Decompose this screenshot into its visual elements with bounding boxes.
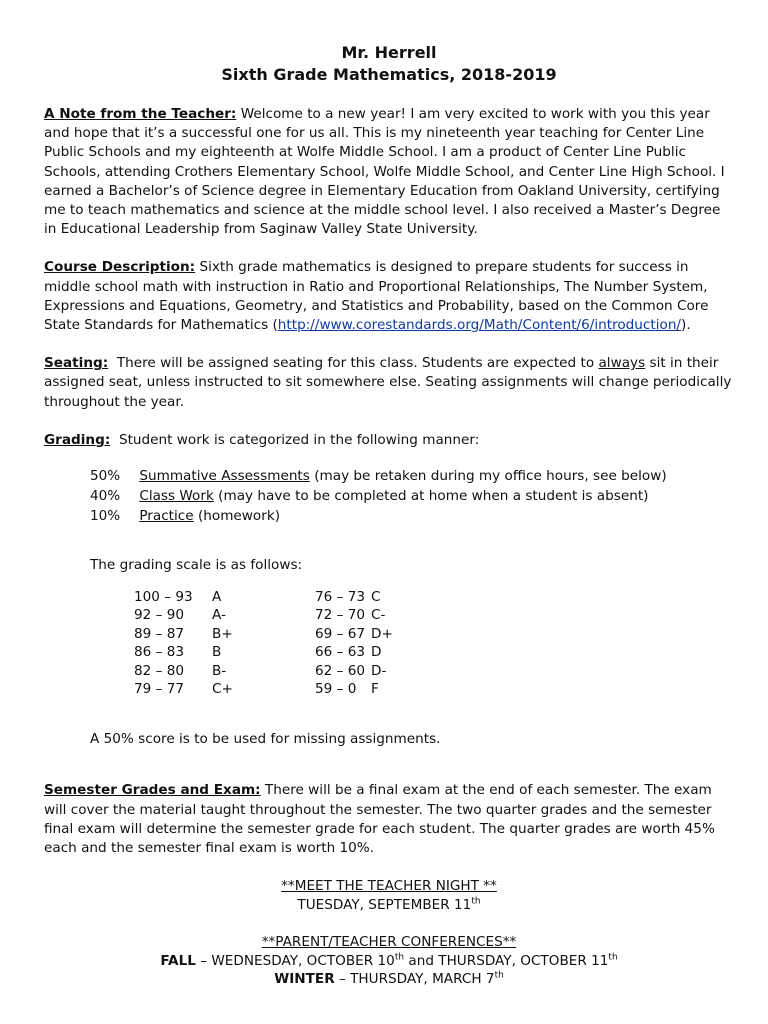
scale-grade: B-: [212, 662, 227, 679]
conferences-fall: FALL – WEDNESDAY, OCTOBER 10th and THURSDAY, OCTOBER 11th: [160, 952, 618, 969]
missing-assignments-note: A 50% score is to be used for missing assignments.: [90, 731, 441, 748]
grade-category-note: (homework): [197, 508, 280, 525]
scale-range: 69 – 67: [315, 625, 366, 642]
scale-range: 82 – 80: [134, 662, 185, 679]
grade-category-row: [90, 486, 734, 506]
seating-text-after: sit in their assigned seat, unless instructed to sit somewhere else. Seating assignments will change periodically throughout the year.: [44, 355, 732, 410]
course-description-close: ).: [681, 317, 691, 334]
scale-grade: C: [371, 588, 381, 605]
teacher-note-label: A Note from the Teacher:: [44, 106, 237, 122]
meet-teacher-date: TUESDAY, SEPTEMBER 11th: [297, 896, 481, 913]
grading-scale: [134, 588, 734, 699]
seating-text-before: There will be assigned seating for this class. Students are expected to: [116, 355, 595, 372]
scale-grade: D+: [371, 625, 393, 642]
grading-text: Student work is categorized in the following manner:: [118, 431, 480, 448]
semester-grades: [44, 781, 734, 858]
grade-category-percent: 10%: [90, 508, 121, 525]
syllabus: [44, 42, 734, 989]
scale-range: 76 – 73: [315, 588, 366, 605]
conferences-title: **PARENT/TEACHER CONFERENCES**: [261, 934, 517, 951]
grade-category-name: Practice: [139, 508, 194, 525]
grade-category-row: [90, 466, 734, 486]
grade-category-name: Summative Assessments: [139, 468, 310, 485]
course-title: Sixth Grade Mathematics, 2018-2019: [221, 65, 557, 84]
scale-range: 79 – 77: [134, 681, 185, 698]
scale-grade: F: [371, 681, 379, 698]
grade-categories: [90, 466, 734, 526]
teacher-note: [44, 105, 734, 239]
grading-scale-left: [134, 588, 315, 699]
scale-range: 72 – 70: [315, 607, 366, 624]
scale-range: 86 – 83: [134, 644, 185, 661]
scale-grade: C+: [212, 681, 233, 698]
grading-scale-intro: The grading scale is as follows:: [90, 556, 303, 573]
grade-category-name: Class Work: [139, 488, 214, 505]
scale-grade: C-: [371, 607, 386, 624]
grade-category-note: (may be retaken during my office hours, see below): [314, 468, 667, 485]
teacher-name: Mr. Herrell: [341, 43, 437, 62]
grade-category-percent: 40%: [90, 488, 121, 505]
scale-range: 66 – 63: [315, 644, 366, 661]
standards-link[interactable]: http://www.corestandards.org/Math/Content/6/introduction/: [277, 317, 682, 334]
course-description-label: Course Description:: [44, 259, 196, 276]
scale-range: 59 – 0: [315, 681, 357, 698]
semester-label: Semester Grades and Exam:: [44, 782, 261, 799]
seating-emphasis: always: [598, 355, 646, 372]
grade-category-percent: 50%: [90, 468, 121, 485]
grading-scale-right: [315, 588, 431, 699]
conferences-winter: WINTER – THURSDAY, MARCH 7th: [274, 970, 504, 988]
grade-category-row: [90, 506, 734, 526]
teacher-note-text: Welcome to a new year! I am very excited to work with you this year and hope that it’s a successful one for us all. This is my nineteenth year teaching for Center Line Public Schools and my eighteenth at Wolfe Middle School. I am a product of Center Line Public Schools, attending Crothers Elementary School, Wolfe Middle School, and Center Line High School. I earned a Bachelor’s of Science degree in Elementary Education from Oakland University, certifying me to teach mathematics and science at the middle school level. I also received a Master’s Degree in Educational Leadership from Saginaw Valley State University.: [44, 106, 725, 238]
scale-grade: B+: [212, 625, 233, 642]
scale-range: 89 – 87: [134, 625, 185, 642]
scale-grade: A-: [212, 607, 226, 624]
grading-label: Grading:: [44, 431, 111, 448]
seating: [44, 354, 734, 412]
scale-grade: D: [371, 644, 382, 661]
scale-grade: D-: [371, 662, 387, 679]
grade-category-note: (may have to be completed at home when a student is absent): [218, 488, 649, 505]
meet-teacher-title: **MEET THE TEACHER NIGHT **: [281, 878, 497, 895]
scale-range: 62 – 60: [315, 662, 366, 679]
course-description-text: Sixth grade mathematics is designed to prepare students for success in middle school math with instruction in Ratio and Proportional Relationships, The Number System, Expressions and Equations, Geometry, and Statistics and Probability, based on the Common Core State Standards for Mathematics (: [44, 259, 709, 334]
course-description: [44, 258, 734, 335]
grading: [44, 431, 734, 450]
seating-label: Seating:: [44, 355, 109, 372]
scale-range: 100 – 93: [134, 588, 193, 605]
scale-range: 92 – 90: [134, 607, 185, 624]
scale-grade: A: [212, 588, 222, 605]
scale-grade: B: [212, 644, 222, 661]
semester-text: There will be a final exam at the end of each semester. The exam will cover the material taught throughout the semester. The two quarter grades and the semester final exam will determine the semester grade for each student. The quarter grades are worth 45% each and the semester final exam is worth 10%.: [44, 782, 715, 857]
